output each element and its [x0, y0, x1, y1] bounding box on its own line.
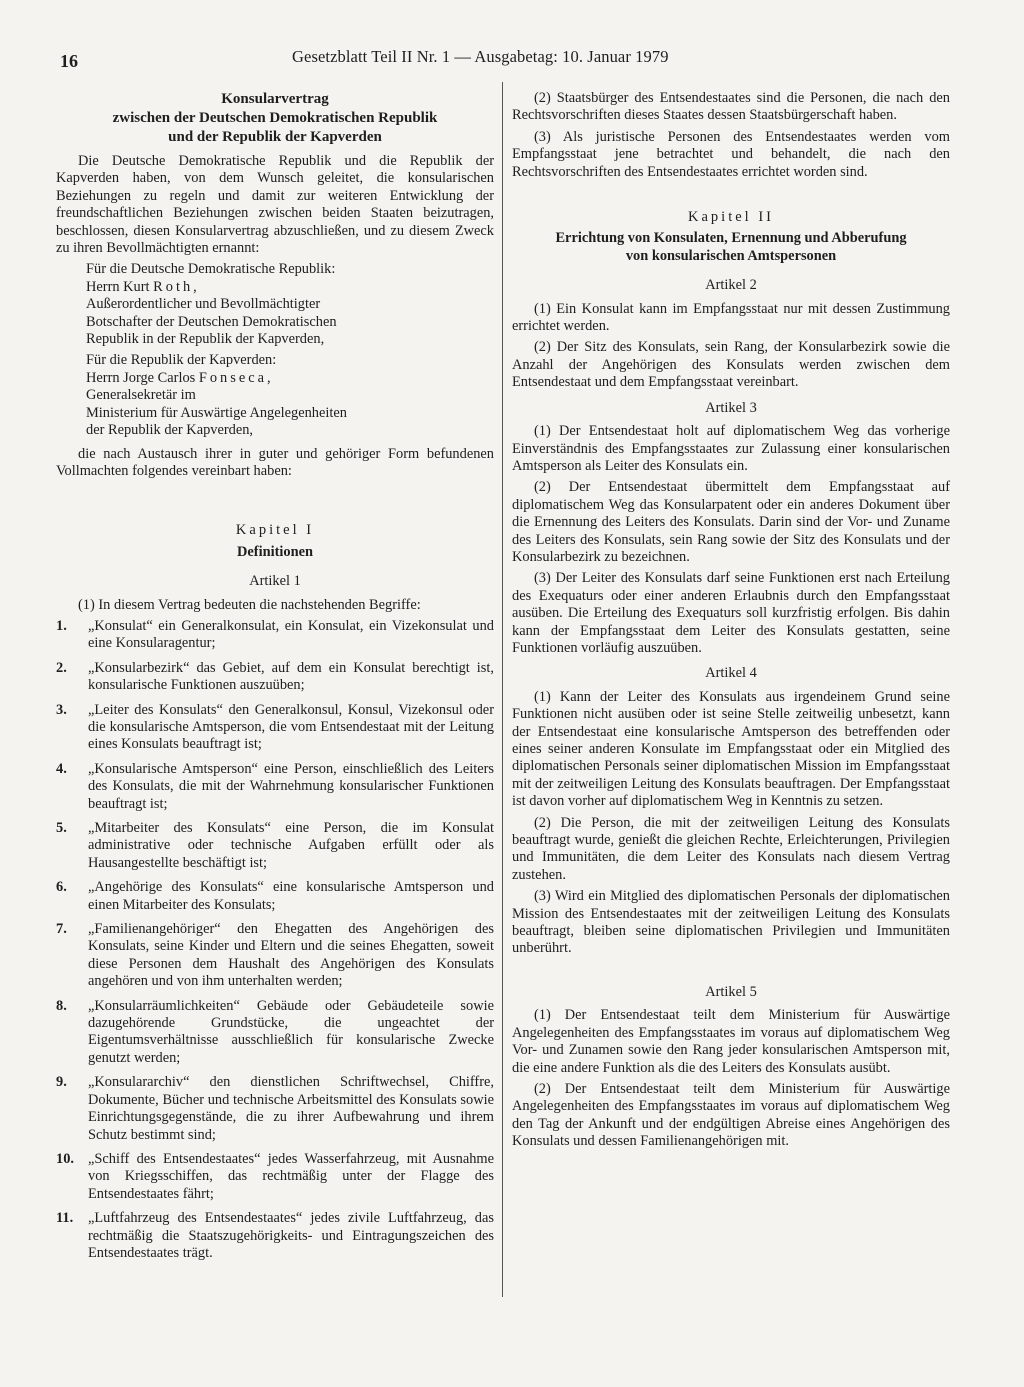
article-1-heading: Artikel 1	[249, 573, 301, 590]
right-column	[512, 90, 950, 1155]
article-1-paragraph-2: (2) Staatsbürger des Entsendestaates sind die Personen, die nach den Rechtsvorschriften dieses Staates dessen Staatsbürgerschaft haben.	[512, 90, 950, 124]
article-5-heading: Artikel 5	[705, 983, 757, 1000]
article-2-paragraph-1: (1) Ein Konsulat kann im Empfangsstaat nur mit dessen Zustimmung errichtet werden.	[512, 300, 950, 335]
definition-item: 9. „Konsulararchiv“ den dienstlichen Schriftwechsel, Chiffre, Dokumente, Bücher und technische Arbeitsmittel des Konsulats sowie Einrichtungsgegenstände, die zu ihrer Aufbewahrung und ihrem Schutz bestimmt sind;	[56, 1074, 494, 1143]
article-2-paragraph-2: (2) Der Sitz des Konsulats, sein Rang, der Konsularbezirk sowie die Anzahl der Angehörigen des Konsulats werden zwischen dem Entsendestaat und dem Empfangsstaat vereinbart.	[512, 339, 950, 391]
party1-title: Außerordentlicher und Bevollmächtigter Botschafter der Deutschen Demokratischen Republik in der Republik der Kapverden,	[86, 296, 337, 348]
article-2-heading: Artikel 2	[705, 277, 757, 294]
plenipotentiaries	[56, 261, 494, 439]
gazette-header-title: Gesetzblatt Teil II Nr. 1 — Ausgabetag: 10. Januar 1979	[292, 47, 669, 66]
chapter-1-label: Kapitel I	[235, 522, 315, 539]
page-number: 16	[60, 51, 78, 71]
article-3-paragraph-1: (1) Der Entsendestaat holt auf diplomatischem Weg das vorherige Einverständnis des Empfangsstaates zur Zulassung einer konsularischen Amtsperson als Leiter des Konsulats ein.	[512, 423, 950, 474]
definition-item: 7. „Familienangehöriger“ den Ehegatten des Angehörigen des Konsulats, seine Kinder und Eltern und die seines Ehegatten, soweit diese Personen dem Haushalt des Angehörigen des Konsulats angehören und von ihm unterhalten werden;	[56, 921, 494, 990]
party1-heading: Für die Deutsche Demokratische Republik:	[86, 261, 336, 278]
article-5-paragraph-2: (2) Der Entsendestaat teilt dem Ministerium für Auswärtige Angelegenheiten des Empfangsstaates im voraus auf diplomatischem Weg den Tag der Ankunft und der endgültigen Abreise eines Angehörigen des Konsulats und dessen Familienangehörigen mit.	[512, 1080, 950, 1150]
preamble: Die Deutsche Demokratische Republik und die Republik der Kapverden haben, von dem Wunsch geleitet, die konsularischen Beziehungen zu regeln und damit zur weiteren Entwicklung der freundschaftlichen Beziehungen zwischen beiden Staaten beizutragen, beschlossen, diesen Konsularvertrag abzuschließen, und zu diesem Zweck zu ihren Bevollmächtigten ernannt:	[56, 153, 494, 257]
definition-item: 8. „Konsularräumlichkeiten“ Gebäude oder Gebäudeteile sowie dazugehörende Grundstücke, die ungeachtet der Eigentumsverhältnisse ausschließlich für konsularische Zwecke genutzt werden;	[56, 997, 494, 1066]
article-5-paragraph-1: (1) Der Entsendestaat teilt dem Ministerium für Auswärtige Angelegenheiten des Empfangsstaates im voraus auf diplomatischem Weg Vor- und Zunamen sowie den Rang jeder konsularischen Amtsperson mit, die eine andere Funktion als die des Leiters des Konsulats ausübt.	[512, 1007, 950, 1076]
definition-item: 6. „Angehörige des Konsulats“ eine konsularische Amtsperson und einen Mitarbeiter des Konsulats;	[56, 879, 494, 913]
party1-name: Herrn Kurt Roth,	[86, 278, 197, 295]
party2-name: Herrn Jorge Carlos Fonseca,	[86, 369, 271, 386]
definitions-list	[56, 618, 494, 1262]
article-4-paragraph-1: (1) Kann der Leiter des Konsulats aus irgendeinem Grund seine Funktionen nicht ausüben oder ist seine Stelle zeitweilig unbesetzt, kann der Entsendestaat eine konsularische Amtsperson des betreffenden oder eines seiner anderen Konsulate im Empfangsstaat oder ein Mitglied des diplomatischen Personals seiner diplomatischen Mission im Empfangsstaat mit der zeitweiligen Leitung des Konsulats beauftragen. Der Empfangsstaat ist davon vorher auf diplomatischem Weg in Kenntnis zu setzen.	[512, 688, 950, 810]
article-1-paragraph-3: (3) Als juristische Personen des Entsendestaates werden vom Empfangsstaat jene betrachtet und behandelt, die nach den Rechtsvorschriften des Entsendestaates errichtet worden sind.	[512, 128, 950, 180]
definition-item: 3. „Leiter des Konsulats“ den Generalkonsul, Konsul, Vizekonsul oder die konsularische Amtsperson, die vom Entsendestaat mit der Leitung eines Konsulats beauftragt ist;	[56, 701, 494, 753]
article-4-paragraph-2: (2) Die Person, die mit der zeitweiligen Leitung des Konsulats beauftragt wurde, genießt die gleichen Rechte, Erleichterungen, Privilegien und Immunitäten, die dem Leiter des Konsulats nach diesem Vertrag zustehen.	[512, 814, 950, 883]
definition-item: 4. „Konsularische Amtsperson“ eine Person, einschließlich des Leiters des Konsulats, die mit der Wahrnehmung konsularischer Funktionen beauftragt ist;	[56, 760, 494, 812]
article-1-intro: (1) In diesem Vertrag bedeuten die nachstehenden Begriffe:	[78, 596, 421, 613]
article-3-heading: Artikel 3	[705, 399, 757, 416]
article-3-paragraph-2: (2) Der Entsendestaat übermittelt dem Empfangsstaat auf diplomatischem Weg das Konsularpatent oder ein anderes Dokument über die Ernennung des Leiters des Konsulats. Darin sind der Vor- und Zuname des Leiters des Konsulats, sein Rang sowie der Sitz des Konsulats und der Konsularbezirk zu bezeichnen.	[512, 479, 950, 565]
chapter-2-label: Kapitel II	[688, 209, 774, 226]
page-header	[60, 46, 960, 72]
definition-item: 10. „Schiff des Entsendestaates“ jedes Wasserfahrzeug, mit Ausnahme von Kriegsschiffen, das rechtmäßig unter der Flagge des Entsendestaates fährt;	[56, 1150, 494, 1202]
article-4-paragraph-3: (3) Wird ein Mitglied des diplomatischen Personals der diplomatischen Mission des Entsendestaates mit der zeitweiligen Leitung des Konsulats beauftragt, bleiben seine diplomatischen Privilegien und Immunitäten unberührt.	[512, 888, 950, 957]
article-4-heading: Artikel 4	[705, 665, 757, 682]
article-3-paragraph-3: (3) Der Leiter des Konsulats darf seine Funktionen erst nach Erteilung des Exequaturs oder einer anderen Erlaubnis durch den Empfangsstaat ausüben. Die Erteilung des Exequaturs soll kurzfristig erfolgen. Bis dahin kann der Empfangsstaat dem Leiter des Konsulats gestatten, seine Funktionen vorläufig auszuüben.	[512, 570, 950, 656]
definition-item: 1. „Konsulat“ ein Generalkonsulat, ein Konsulat, ein Vizekonsulat und eine Konsularagentur;	[56, 617, 494, 652]
preamble-closing: die nach Austausch ihrer in guter und gehöriger Form befundenen Vollmachten folgendes vereinbart haben:	[56, 445, 494, 479]
left-column	[56, 90, 494, 1269]
treaty-title: Konsularvertrag zwischen der Deutschen Demokratischen Republik und der Republik der Kapverden	[112, 91, 438, 145]
definition-item: 5. „Mitarbeiter des Konsulats“ eine Person, die im Konsulat administrative oder technische Aufgaben erfüllt oder als Hausangestellte beschäftigt ist;	[56, 820, 494, 871]
definition-item: 2. „Konsularbezirk“ das Gebiet, auf dem ein Konsulat berechtigt ist, konsularische Funktionen auszuüben;	[56, 659, 494, 694]
chapter-2-heading: Errichtung von Konsulaten, Ernennung und Abberufung von konsularischen Amtspersonen	[555, 230, 907, 264]
column-divider	[502, 82, 503, 1297]
party2-title: Generalsekretär im Ministerium für Auswärtige Angelegenheiten der Republik der Kapverden,	[86, 387, 347, 439]
definition-item: 11. „Luftfahrzeug des Entsendestaates“ jedes zivile Luftfahrzeug, das rechtmäßig die Staatszugehörigkeits- und Eintragungszeichen des Entsendestaates trägt.	[56, 1210, 494, 1261]
party2-heading: Für die Republik der Kapverden:	[86, 352, 277, 369]
chapter-1-heading: Definitionen	[237, 543, 313, 560]
